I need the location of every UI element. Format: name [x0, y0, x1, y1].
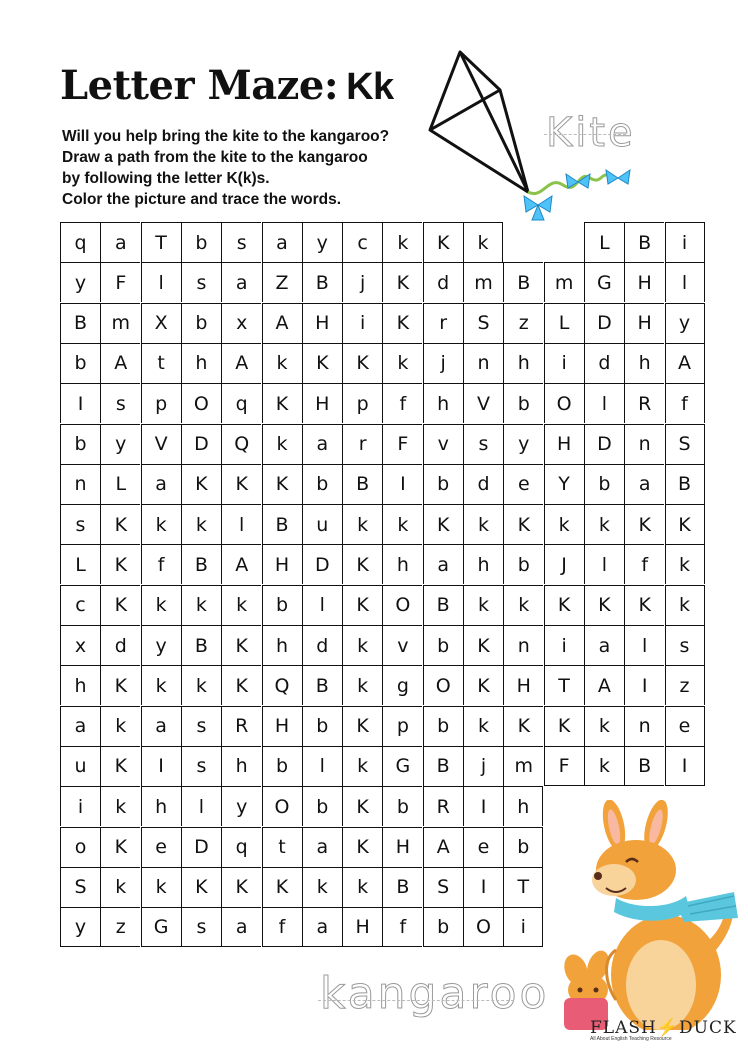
title-letter: Kk: [346, 66, 394, 108]
maze-cell[interactable]: k: [181, 585, 221, 625]
maze-cell[interactable]: K: [463, 625, 503, 665]
maze-cell[interactable]: B: [665, 464, 705, 504]
maze-cell[interactable]: L: [544, 303, 584, 343]
instruction-line: by following the letter K(k)s.: [62, 170, 270, 187]
maze-cell[interactable]: b: [60, 343, 100, 383]
maze-cell[interactable]: k: [221, 585, 261, 625]
maze-cell[interactable]: l: [584, 544, 624, 584]
maze-cell[interactable]: s: [181, 746, 221, 786]
maze-cell[interactable]: K: [342, 544, 382, 584]
maze-cell[interactable]: K: [100, 544, 140, 584]
maze-cell[interactable]: s: [181, 907, 221, 947]
maze-cell[interactable]: K: [221, 625, 261, 665]
maze-cell[interactable]: F: [100, 262, 140, 302]
maze-cell[interactable]: p: [141, 383, 181, 423]
maze-cell[interactable]: L: [100, 464, 140, 504]
maze-cell[interactable]: I: [141, 746, 181, 786]
maze-cell[interactable]: s: [100, 383, 140, 423]
maze-cell[interactable]: H: [624, 303, 664, 343]
maze-cell[interactable]: K: [342, 343, 382, 383]
maze-cell[interactable]: b: [302, 786, 342, 826]
trace-guideline: [318, 1000, 514, 1001]
maze-cell[interactable]: l: [181, 786, 221, 826]
maze-cell[interactable]: Q: [221, 424, 261, 464]
maze-cell[interactable]: D: [584, 424, 624, 464]
maze-cell[interactable]: y: [302, 222, 342, 262]
maze-cell[interactable]: G: [141, 907, 181, 947]
maze-cell[interactable]: b: [503, 544, 543, 584]
maze-cell[interactable]: a: [141, 706, 181, 746]
maze-cell[interactable]: s: [463, 424, 503, 464]
maze-cell[interactable]: k: [262, 343, 302, 383]
maze-cell[interactable]: k: [100, 867, 140, 907]
maze-cell[interactable]: k: [342, 504, 382, 544]
maze-cell[interactable]: q: [221, 383, 261, 423]
maze-cell[interactable]: K: [463, 665, 503, 705]
maze-cell[interactable]: h: [423, 383, 463, 423]
maze-cell[interactable]: K: [221, 665, 261, 705]
maze-cell[interactable]: S: [60, 867, 100, 907]
maze-cell[interactable]: k: [141, 665, 181, 705]
maze-cell[interactable]: y: [141, 625, 181, 665]
maze-cell[interactable]: K: [100, 746, 140, 786]
maze-cell[interactable]: l: [302, 585, 342, 625]
maze-cell[interactable]: K: [221, 464, 261, 504]
maze-cell[interactable]: A: [262, 303, 302, 343]
maze-cell[interactable]: j: [463, 746, 503, 786]
maze-cell[interactable]: h: [221, 746, 261, 786]
maze-cell[interactable]: r: [423, 303, 463, 343]
trace-word-kangaroo: kangaroo: [320, 968, 550, 1019]
maze-cell[interactable]: K: [544, 706, 584, 746]
maze-cell[interactable]: K: [100, 504, 140, 544]
maze-cell[interactable]: m: [100, 303, 140, 343]
maze-cell[interactable]: y: [100, 424, 140, 464]
maze-cell[interactable]: K: [423, 504, 463, 544]
maze-cell[interactable]: b: [503, 383, 543, 423]
maze-cell[interactable]: A: [423, 827, 463, 867]
maze-cell[interactable]: b: [302, 706, 342, 746]
maze-cell[interactable]: y: [60, 907, 100, 947]
maze-cell[interactable]: S: [665, 424, 705, 464]
maze-cell[interactable]: k: [141, 504, 181, 544]
maze-cell[interactable]: A: [100, 343, 140, 383]
maze-cell[interactable]: x: [221, 303, 261, 343]
maze-cell[interactable]: f: [665, 383, 705, 423]
maze-cell[interactable]: K: [423, 222, 463, 262]
maze-cell[interactable]: T: [503, 867, 543, 907]
maze-cell[interactable]: b: [262, 746, 302, 786]
maze-cell[interactable]: h: [262, 625, 302, 665]
maze-cell[interactable]: K: [100, 827, 140, 867]
maze-cell[interactable]: H: [302, 383, 342, 423]
maze-cell[interactable]: z: [665, 665, 705, 705]
maze-cell[interactable]: i: [60, 786, 100, 826]
maze-cell[interactable]: k: [100, 786, 140, 826]
maze-cell[interactable]: D: [584, 303, 624, 343]
maze-cell[interactable]: k: [342, 625, 382, 665]
maze-cell[interactable]: s: [221, 222, 261, 262]
instruction-line: Will you help bring the kite to the kangaroo?: [62, 128, 390, 145]
maze-cell[interactable]: K: [262, 383, 302, 423]
maze-cell[interactable]: I: [624, 665, 664, 705]
maze-cell[interactable]: n: [503, 625, 543, 665]
maze-cell[interactable]: z: [100, 907, 140, 947]
maze-cell[interactable]: L: [584, 222, 624, 262]
maze-cell[interactable]: b: [423, 706, 463, 746]
maze-cell[interactable]: k: [100, 706, 140, 746]
maze-cell[interactable]: l: [665, 262, 705, 302]
maze-cell[interactable]: B: [60, 303, 100, 343]
maze-cell[interactable]: B: [181, 544, 221, 584]
maze-cell[interactable]: i: [544, 343, 584, 383]
maze-cell[interactable]: K: [624, 504, 664, 544]
maze-cell[interactable]: v: [423, 424, 463, 464]
maze-cell[interactable]: F: [382, 424, 422, 464]
maze-cell[interactable]: r: [342, 424, 382, 464]
maze-cell[interactable]: j: [423, 343, 463, 383]
maze-cell[interactable]: I: [463, 867, 503, 907]
maze-cell[interactable]: k: [141, 867, 181, 907]
maze-cell[interactable]: b: [181, 222, 221, 262]
maze-cell[interactable]: n: [60, 464, 100, 504]
maze-cell[interactable]: B: [262, 504, 302, 544]
maze-cell[interactable]: k: [262, 424, 302, 464]
maze-cell[interactable]: B: [423, 746, 463, 786]
maze-cell[interactable]: V: [141, 424, 181, 464]
maze-cell[interactable]: l: [221, 504, 261, 544]
maze-cell[interactable]: i: [503, 907, 543, 947]
maze-cell[interactable]: a: [100, 222, 140, 262]
maze-cell[interactable]: a: [60, 706, 100, 746]
maze-cell[interactable]: B: [423, 585, 463, 625]
maze-cell[interactable]: e: [141, 827, 181, 867]
maze-cell[interactable]: K: [342, 706, 382, 746]
maze-cell[interactable]: g: [382, 665, 422, 705]
maze-cell[interactable]: R: [423, 786, 463, 826]
maze-cell[interactable]: f: [382, 383, 422, 423]
maze-cell[interactable]: e: [463, 827, 503, 867]
maze-cell[interactable]: K: [100, 665, 140, 705]
maze-cell[interactable]: s: [60, 504, 100, 544]
maze-cell[interactable]: I: [382, 464, 422, 504]
maze-cell[interactable]: X: [141, 303, 181, 343]
maze-cell[interactable]: B: [181, 625, 221, 665]
publisher-logo: [590, 1018, 737, 1042]
maze-cell[interactable]: a: [302, 827, 342, 867]
maze-cell[interactable]: K: [342, 827, 382, 867]
maze-cell[interactable]: B: [382, 867, 422, 907]
maze-cell[interactable]: k: [302, 867, 342, 907]
maze-cell[interactable]: H: [382, 827, 422, 867]
trace-word-kite: Kite: [546, 110, 636, 156]
maze-cell[interactable]: l: [141, 262, 181, 302]
instruction-line: Draw a path from the kite to the kangaroo: [62, 149, 368, 166]
maze-cell[interactable]: a: [302, 424, 342, 464]
maze-cell[interactable]: H: [302, 303, 342, 343]
maze-cell[interactable]: K: [221, 867, 261, 907]
maze-cell[interactable]: f: [624, 544, 664, 584]
maze-cell[interactable]: a: [624, 464, 664, 504]
logo-right: DUCK: [679, 1018, 737, 1038]
maze-cell[interactable]: O: [463, 907, 503, 947]
maze-cell[interactable]: o: [60, 827, 100, 867]
maze-cell[interactable]: S: [463, 303, 503, 343]
maze-cell[interactable]: T: [141, 222, 181, 262]
maze-cell[interactable]: u: [302, 504, 342, 544]
maze-cell[interactable]: t: [141, 343, 181, 383]
maze-cell[interactable]: B: [302, 262, 342, 302]
maze-cell[interactable]: K: [342, 585, 382, 625]
maze-cell[interactable]: m: [544, 262, 584, 302]
maze-cell[interactable]: O: [262, 786, 302, 826]
maze-cell[interactable]: Y: [544, 464, 584, 504]
maze-cell[interactable]: l: [624, 625, 664, 665]
maze-cell[interactable]: K: [624, 585, 664, 625]
maze-cell[interactable]: K: [302, 343, 342, 383]
maze-cell[interactable]: l: [302, 746, 342, 786]
maze-cell[interactable]: f: [262, 907, 302, 947]
maze-cell[interactable]: x: [60, 625, 100, 665]
maze-cell[interactable]: s: [181, 706, 221, 746]
maze-cell[interactable]: H: [342, 907, 382, 947]
maze-cell[interactable]: A: [221, 343, 261, 383]
maze-cell[interactable]: f: [141, 544, 181, 584]
maze-cell[interactable]: t: [262, 827, 302, 867]
maze-cell[interactable]: a: [302, 907, 342, 947]
maze-cell[interactable]: k: [181, 665, 221, 705]
maze-cell[interactable]: K: [503, 706, 543, 746]
maze-cell[interactable]: B: [302, 665, 342, 705]
maze-cell[interactable]: Z: [262, 262, 302, 302]
maze-cell[interactable]: K: [665, 504, 705, 544]
maze-cell[interactable]: k: [584, 706, 624, 746]
maze-cell[interactable]: A: [584, 665, 624, 705]
maze-cell[interactable]: h: [503, 343, 543, 383]
maze-cell[interactable]: R: [221, 706, 261, 746]
maze-cell[interactable]: K: [181, 464, 221, 504]
maze-cell[interactable]: K: [544, 585, 584, 625]
maze-cell[interactable]: H: [262, 544, 302, 584]
maze-cell[interactable]: i: [544, 625, 584, 665]
maze-cell[interactable]: y: [60, 262, 100, 302]
maze-cell[interactable]: k: [382, 504, 422, 544]
maze-cell[interactable]: k: [544, 504, 584, 544]
instruction-line: Color the picture and trace the words.: [62, 191, 342, 208]
maze-cell[interactable]: a: [584, 625, 624, 665]
maze-cell[interactable]: f: [382, 907, 422, 947]
maze-cell[interactable]: A: [221, 544, 261, 584]
maze-cell[interactable]: b: [423, 625, 463, 665]
maze-cell[interactable]: B: [624, 222, 664, 262]
maze-cell[interactable]: h: [181, 343, 221, 383]
maze-cell[interactable]: O: [181, 383, 221, 423]
maze-cell[interactable]: b: [423, 907, 463, 947]
maze-cell[interactable]: k: [463, 504, 503, 544]
maze-cell[interactable]: K: [342, 786, 382, 826]
title-text: Letter Maze:: [60, 62, 339, 109]
maze-cell[interactable]: c: [60, 585, 100, 625]
maze-cell[interactable]: H: [624, 262, 664, 302]
maze-cell[interactable]: I: [665, 746, 705, 786]
maze-cell[interactable]: b: [262, 585, 302, 625]
maze-cell[interactable]: K: [262, 867, 302, 907]
maze-cell[interactable]: d: [584, 343, 624, 383]
logo-tagline: All About English Teaching Resource: [590, 1036, 672, 1042]
maze-cell[interactable]: h: [60, 665, 100, 705]
maze-cell[interactable]: k: [342, 665, 382, 705]
maze-cell[interactable]: q: [60, 222, 100, 262]
maze-cell[interactable]: G: [382, 746, 422, 786]
maze-cell[interactable]: i: [665, 222, 705, 262]
maze-cell[interactable]: H: [262, 706, 302, 746]
maze-cell[interactable]: H: [544, 424, 584, 464]
maze-cell[interactable]: I: [60, 383, 100, 423]
maze-cell[interactable]: l: [584, 383, 624, 423]
maze-cell[interactable]: z: [503, 303, 543, 343]
maze-cell[interactable]: T: [544, 665, 584, 705]
maze-cell[interactable]: h: [463, 544, 503, 584]
maze-cell[interactable]: K: [584, 585, 624, 625]
maze-cell[interactable]: b: [503, 827, 543, 867]
maze-cell[interactable]: a: [221, 907, 261, 947]
maze-cell[interactable]: d: [302, 625, 342, 665]
maze-cell[interactable]: k: [665, 585, 705, 625]
maze-cell[interactable]: k: [382, 343, 422, 383]
maze-cell[interactable]: h: [503, 786, 543, 826]
maze-cell[interactable]: L: [60, 544, 100, 584]
maze-cell[interactable]: V: [463, 383, 503, 423]
maze-cell[interactable]: b: [584, 464, 624, 504]
maze-cell[interactable]: a: [262, 222, 302, 262]
maze-cell[interactable]: e: [503, 464, 543, 504]
maze-cell[interactable]: b: [302, 464, 342, 504]
maze-cell[interactable]: G: [584, 262, 624, 302]
maze-cell[interactable]: d: [423, 262, 463, 302]
maze-cell[interactable]: s: [665, 625, 705, 665]
maze-cell[interactable]: b: [181, 303, 221, 343]
maze-cell[interactable]: n: [463, 343, 503, 383]
maze-cell[interactable]: h: [624, 343, 664, 383]
maze-cell[interactable]: y: [221, 786, 261, 826]
maze-cell[interactable]: k: [463, 222, 503, 262]
maze-cell[interactable]: O: [382, 585, 422, 625]
maze-cell[interactable]: k: [503, 585, 543, 625]
maze-cell[interactable]: k: [342, 867, 382, 907]
maze-cell[interactable]: e: [665, 706, 705, 746]
maze-cell[interactable]: h: [141, 786, 181, 826]
maze-cell[interactable]: p: [342, 383, 382, 423]
maze-cell[interactable]: h: [382, 544, 422, 584]
maze-cell[interactable]: S: [423, 867, 463, 907]
maze-cell[interactable]: m: [503, 746, 543, 786]
maze-cell[interactable]: m: [463, 262, 503, 302]
maze-cell[interactable]: n: [624, 706, 664, 746]
maze-cell[interactable]: B: [503, 262, 543, 302]
maze-cell[interactable]: K: [262, 464, 302, 504]
maze-cell[interactable]: k: [181, 504, 221, 544]
maze-cell[interactable]: O: [423, 665, 463, 705]
maze-cell[interactable]: J: [544, 544, 584, 584]
maze-cell[interactable]: i: [342, 303, 382, 343]
maze-cell[interactable]: a: [141, 464, 181, 504]
maze-cell[interactable]: k: [382, 222, 422, 262]
maze-cell[interactable]: y: [665, 303, 705, 343]
maze-cell[interactable]: R: [624, 383, 664, 423]
maze-cell[interactable]: n: [624, 424, 664, 464]
maze-cell[interactable]: O: [544, 383, 584, 423]
maze-cell[interactable]: D: [181, 827, 221, 867]
maze-cell[interactable]: A: [665, 343, 705, 383]
maze-cell[interactable]: F: [544, 746, 584, 786]
maze-cell[interactable]: b: [60, 424, 100, 464]
maze-cell[interactable]: k: [141, 585, 181, 625]
maze-cell[interactable]: K: [503, 504, 543, 544]
maze-cell[interactable]: k: [665, 544, 705, 584]
maze-cell[interactable]: B: [624, 746, 664, 786]
maze-cell[interactable]: b: [382, 786, 422, 826]
logo-left: FLASH: [590, 1018, 657, 1038]
maze-cell[interactable]: k: [463, 706, 503, 746]
maze-cell[interactable]: j: [342, 262, 382, 302]
maze-cell[interactable]: k: [584, 504, 624, 544]
maze-cell[interactable]: K: [181, 867, 221, 907]
maze-cell[interactable]: y: [503, 424, 543, 464]
maze-cell[interactable]: I: [463, 786, 503, 826]
maze-cell[interactable]: p: [382, 706, 422, 746]
maze-cell[interactable]: b: [423, 464, 463, 504]
maze-cell[interactable]: k: [342, 746, 382, 786]
maze-cell[interactable]: D: [181, 424, 221, 464]
maze-cell[interactable]: D: [302, 544, 342, 584]
maze-cell[interactable]: K: [382, 303, 422, 343]
bolt-icon: ⚡: [656, 1018, 680, 1038]
maze-cell[interactable]: q: [221, 827, 261, 867]
maze-cell[interactable]: d: [100, 625, 140, 665]
maze-cell[interactable]: k: [584, 746, 624, 786]
maze-cell[interactable]: Q: [262, 665, 302, 705]
maze-cell[interactable]: s: [181, 262, 221, 302]
maze-cell[interactable]: a: [221, 262, 261, 302]
maze-cell[interactable]: H: [503, 665, 543, 705]
maze-cell[interactable]: u: [60, 746, 100, 786]
maze-cell[interactable]: c: [342, 222, 382, 262]
maze-cell[interactable]: v: [382, 625, 422, 665]
maze-cell[interactable]: d: [463, 464, 503, 504]
maze-cell[interactable]: B: [342, 464, 382, 504]
maze-cell[interactable]: K: [100, 585, 140, 625]
maze-cell[interactable]: K: [382, 262, 422, 302]
maze-cell[interactable]: k: [463, 585, 503, 625]
kangaroo-illustration: [556, 800, 746, 1030]
maze-cell[interactable]: a: [423, 544, 463, 584]
